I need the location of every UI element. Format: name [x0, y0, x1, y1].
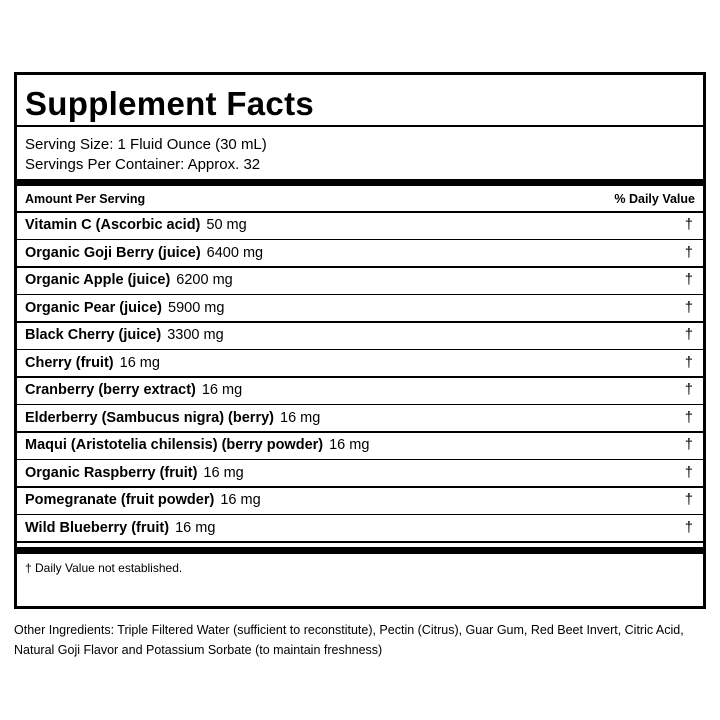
- nutrient-name: Cherry (fruit): [25, 354, 114, 371]
- supplement-facts-panel: [14, 72, 706, 609]
- nutrient-name: Organic Raspberry (fruit): [25, 464, 198, 481]
- nutrient-name: Maqui (Aristotelia chilensis) (berry powder): [25, 437, 324, 453]
- daily-value-dagger: †: [684, 217, 693, 233]
- daily-value-dagger: †: [684, 244, 693, 261]
- nutrient-amount: 6400 mg: [206, 244, 264, 261]
- nutrient-amount: 16 mg: [280, 409, 321, 426]
- panel-title: Supplement Facts: [25, 85, 315, 122]
- daily-value-dagger: †: [684, 354, 693, 371]
- nutrient-row: [25, 515, 695, 541]
- nutrient-row: [25, 405, 695, 431]
- nutrient-row: [25, 322, 695, 348]
- thick-divider-bottom: [17, 547, 703, 554]
- nutrient-row: [25, 267, 695, 293]
- nutrient-row: [25, 460, 695, 486]
- title-divider: [17, 125, 703, 127]
- nutrient-name: Wild Blueberry (fruit): [25, 519, 170, 536]
- nutrient-amount: 16 mg: [201, 382, 243, 398]
- nutrient-row: [25, 487, 695, 513]
- nutrient-name: Organic Apple (juice): [25, 272, 171, 288]
- nutrient-amount: 16 mg: [329, 437, 370, 453]
- nutrient-name: Cranberry (berry extract): [25, 382, 196, 398]
- column-header: [25, 189, 695, 209]
- daily-value-dagger: †: [684, 492, 693, 508]
- nutrient-row: [25, 377, 695, 403]
- row-divider: [17, 541, 703, 543]
- nutrient-row: [25, 432, 695, 458]
- servings-per-container: Servings Per Container: Approx. 32: [25, 156, 261, 173]
- nutrient-name: Black Cherry (juice): [25, 327, 162, 343]
- daily-value-dagger: †: [684, 382, 693, 398]
- nutrient-amount: 6200 mg: [176, 272, 233, 288]
- nutrient-name: Elderberry (Sambucus nigra) (berry): [25, 409, 274, 426]
- nutrient-amount: 3300 mg: [167, 327, 224, 343]
- nutrient-amount: 16 mg: [119, 354, 160, 371]
- daily-value-dagger: †: [684, 464, 693, 481]
- nutrient-name: Vitamin C (Ascorbic acid): [25, 217, 201, 233]
- daily-value-dagger: †: [684, 437, 693, 453]
- thick-divider-top: [17, 179, 703, 186]
- nutrient-row: [25, 240, 695, 266]
- daily-value-dagger: †: [684, 409, 693, 426]
- nutrient-row: [25, 295, 695, 321]
- serving-size: Serving Size: 1 Fluid Ounce (30 mL): [25, 136, 267, 153]
- nutrient-amount: 16 mg: [203, 464, 244, 481]
- nutrient-amount: 16 mg: [175, 519, 216, 536]
- daily-value-dagger: †: [684, 272, 693, 288]
- nutrient-name: Pomegranate (fruit powder): [25, 492, 215, 508]
- nutrient-amount: 16 mg: [220, 492, 261, 508]
- nutrient-amount: 50 mg: [206, 217, 247, 233]
- nutrient-row: [25, 212, 695, 238]
- nutrient-name: Organic Goji Berry (juice): [25, 244, 201, 261]
- footnote: † Daily Value not established.: [25, 561, 183, 575]
- other-ingredients: Other Ingredients: Triple Filtered Water (sufficient to reconstitute), Pectin (Citrus), Guar Gum, Red Beet Invert, Citric Acid, Natural Goji Flavor and Potassium Sorbate (to maintain freshness): [14, 623, 684, 657]
- daily-value-dagger: †: [684, 519, 693, 536]
- nutrient-name: Organic Pear (juice): [25, 299, 162, 316]
- amount-per-serving-label: Amount Per Serving: [25, 192, 146, 206]
- daily-value-dagger: †: [684, 327, 693, 343]
- nutrient-row: [25, 350, 695, 376]
- nutrient-amount: 5900 mg: [168, 299, 225, 316]
- daily-value-label: % Daily Value: [614, 192, 695, 206]
- daily-value-dagger: †: [684, 299, 693, 316]
